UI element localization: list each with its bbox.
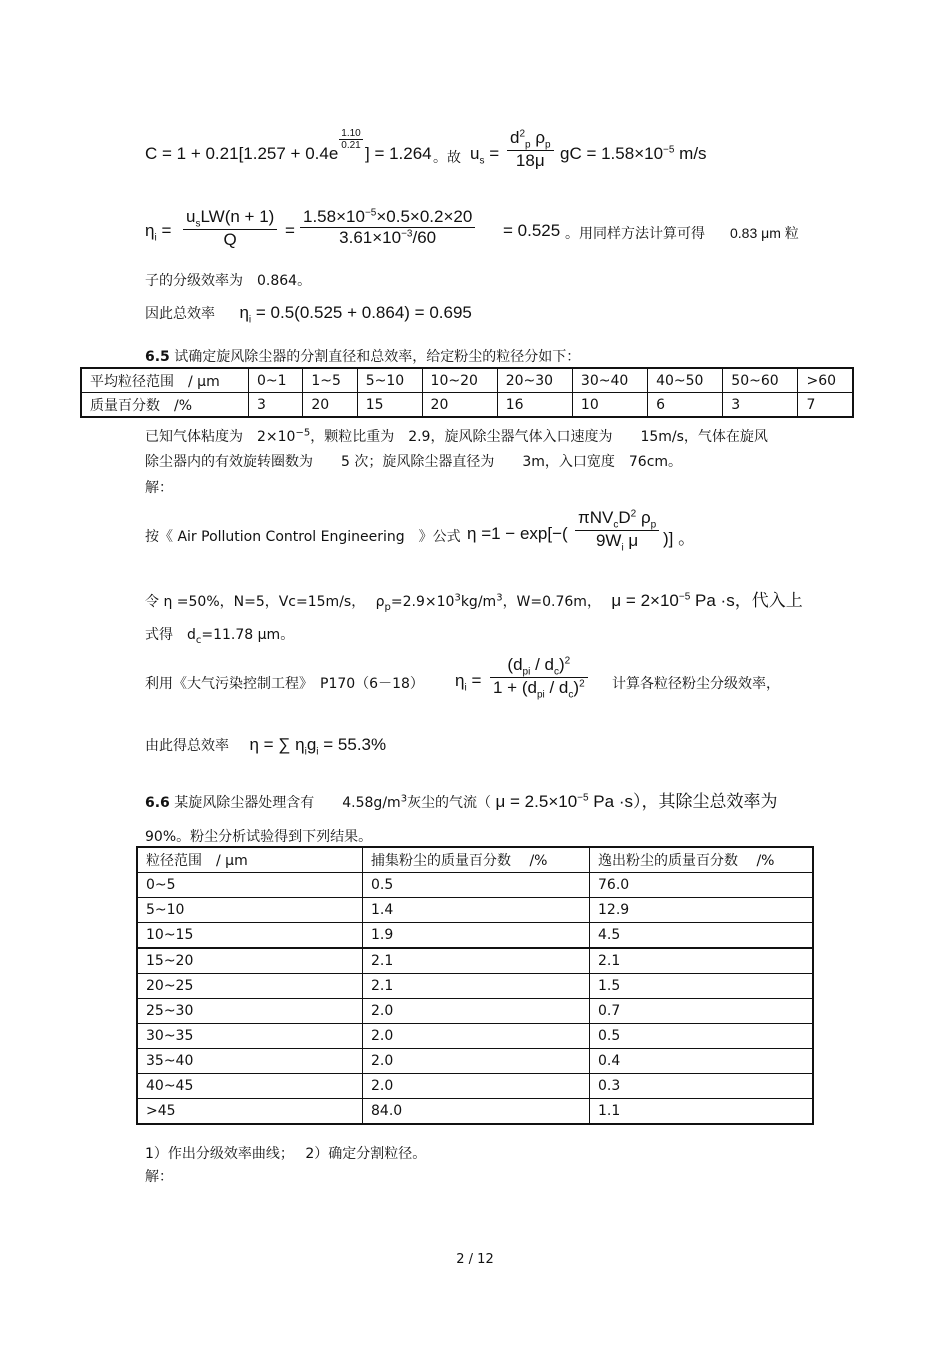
fractional-efficiency-fraction: $(d_{pi} / d_c)^2$ $1 + (d_{pi} / d_c)^2$: [490, 655, 588, 701]
table-particle-size-distribution: [80, 367, 854, 418]
table-row: [137, 1099, 813, 1125]
table-cell: 12.9: [590, 898, 814, 923]
table-cell: 7: [798, 393, 853, 418]
table-cell: 40~45: [137, 1074, 363, 1099]
table-cell: 0~5: [137, 873, 363, 898]
table-dust-analysis: [136, 846, 814, 1125]
lapple-fraction: $\pi NV_cD^2$ $\rho_p$ $9W_i$ μ: [575, 508, 659, 554]
table-cell: 捕集粉尘的质量百分数 /%: [363, 847, 590, 873]
eq1-exponent: 1.10 0.21: [339, 128, 363, 151]
table-cell: 质量百分数 /%: [81, 393, 249, 418]
formula-fractional-efficiency: 利用《大气污染控制工程》 P170（6－18） $\eta_i$ = $(d_{pi} / d_c)^2$ $1 + (d_{pi} / d_c)^2$ 计算各粒径粉尘分级效率，: [145, 655, 780, 701]
table-cell: 15~20: [137, 948, 363, 974]
table-cell: 0.4: [590, 1049, 814, 1074]
table-row: [137, 898, 813, 923]
table-cell: 76.0: [590, 873, 814, 898]
table-cell: 84.0: [363, 1099, 590, 1125]
table-cell: 5~10: [137, 898, 363, 923]
eq2-eta: $\eta_i$ =: [145, 221, 172, 244]
table-cell: 40~50: [648, 368, 723, 393]
table-cell: 1~5: [303, 368, 357, 393]
let-values: 令 η =50%，N=5，Vc=15m/s， $\rho_p=2.9\times 10^3kg/m^3$，W=0.76m， $\mu = 2\times 10^{-5}$ Pa ·s，代入上: [145, 591, 803, 613]
table-cell: 3: [723, 393, 798, 418]
table-row: [137, 948, 813, 974]
table-cell: 10~20: [422, 368, 497, 393]
table-cell: 20~30: [497, 368, 572, 393]
equation-efficiency: [145, 205, 825, 261]
table-cell: 20: [303, 393, 357, 418]
table-cell: 6: [648, 393, 723, 418]
table-cell: 2.1: [363, 948, 590, 974]
formula-lapple: 按《 Air Pollution Control Engineering 》公式 η =1 − exp[−( $\pi NV_cD^2$ $\rho_p$ $9W_i$ μ )] 。: [145, 508, 696, 554]
table-cell: 0.3: [590, 1074, 814, 1099]
table-cell: 1.4: [363, 898, 590, 923]
table-cell: 0~1: [249, 368, 303, 393]
table-cell: 4.5: [590, 923, 814, 949]
given-line-2: 除尘器内的有效旋转圈数为 5 次；旋风除尘器直径为 3m，入口宽度 76cm。: [145, 454, 683, 470]
table-cell: 逸出粉尘的质量百分数 /%: [590, 847, 814, 873]
table-cell: 粒径范围 / μm: [137, 847, 363, 873]
table-cell: >45: [137, 1099, 363, 1125]
eq2-fraction-1: $u_sLW(n + 1)$ Q: [183, 207, 277, 250]
section-6-5-title: 6.5 试确定旋风除尘器的分割直径和总效率，给定粉尘的粒径分如下：: [145, 349, 581, 365]
eq2-result: = 0.525: [503, 221, 561, 240]
table-cell: 35~40: [137, 1049, 363, 1074]
table-row: [137, 1049, 813, 1074]
table-row: [137, 999, 813, 1024]
result-dc: 式得 $d_c=11.78$ μm。: [145, 627, 295, 646]
eq1-tail: gC = $1.58\times 10^{-5}$ m/s: [560, 144, 707, 163]
table-cell: 2.0: [363, 999, 590, 1024]
table-cell: 2.0: [363, 1074, 590, 1099]
tasks: 1）作出分级效率曲线； 2）确定分割粒径。: [145, 1146, 427, 1162]
table-cell: 25~30: [137, 999, 363, 1024]
table-cell: 30~35: [137, 1024, 363, 1049]
table-row: [137, 1024, 813, 1049]
table-cell: >60: [798, 368, 853, 393]
table-row: [137, 923, 813, 949]
table-cell: 平均粒径范围 / μm: [81, 368, 249, 393]
table-cell: 3: [249, 393, 303, 418]
given-line-1: 已知气体粘度为 $2\times 10^{-5}$，颗粒比重为 2.9，旋风除尘器气体入口速度为 15m/s，气体在旋风: [145, 427, 768, 445]
eq1-stokes-fraction: $\frac{d^2_p \rho_p}{18\mu}$: [507, 128, 554, 171]
table-cell: 10: [572, 393, 647, 418]
table-cell: 0.5: [590, 1024, 814, 1049]
eq1-word: 。故: [433, 149, 461, 165]
table-row: [81, 393, 853, 418]
table-header-row: [81, 368, 853, 393]
table-cell: 2.1: [590, 948, 814, 974]
table-cell: 2.0: [363, 1024, 590, 1049]
table-cell: 10~15: [137, 923, 363, 949]
table-row: [137, 873, 813, 898]
solve-label-2: 解：: [145, 1169, 173, 1185]
eq2-fraction-2: $\frac{1.58\times 10^{-5}\times 0.5\times 0.2\times 20}{3.61\times 10^{-3}/60}$: [300, 207, 475, 248]
table-cell: 1.1: [590, 1099, 814, 1125]
table-cell: 0.7: [590, 999, 814, 1024]
table-cell: 15: [357, 393, 422, 418]
paragraph-efficiency: 子的分级效率为 0.864。: [145, 273, 312, 289]
table-row: [137, 974, 813, 999]
table-cell: 20~25: [137, 974, 363, 999]
total-efficiency: 由此得总效率 η = ∑ $\eta_ig_i = 55.3\%$: [145, 735, 387, 758]
eq2-equals: =: [285, 221, 295, 240]
table-cell: 5~10: [357, 368, 422, 393]
eq1-us: $u_s$ =: [470, 144, 500, 167]
eq2-text: 。用同样方法计算可得: [565, 225, 705, 241]
table-row: [137, 1074, 813, 1099]
eq1-rhs: ] = 1.264: [365, 144, 432, 163]
table-cell: 30~40: [572, 368, 647, 393]
table-cell: 1.5: [590, 974, 814, 999]
solve-label: 解：: [145, 480, 173, 496]
paragraph-total: 因此总效率 $\eta_i = 0.5(0.525 + 0.864) = 0.695$: [145, 303, 472, 326]
table-cell: 2.0: [363, 1049, 590, 1074]
table-header-row: [137, 847, 813, 873]
section-6-6-line2: 90%。粉尘分析试验得到下列结果。: [145, 829, 373, 845]
eq2-size: 0.83 μm 粒: [730, 225, 799, 241]
table-cell: 2.1: [363, 974, 590, 999]
table-cell: 20: [422, 393, 497, 418]
table-cell: 16: [497, 393, 572, 418]
table-cell: 50~60: [723, 368, 798, 393]
table-cell: 0.5: [363, 873, 590, 898]
table-cell: 1.9: [363, 923, 590, 949]
eq1-lhs: C = 1 + 0.21[1.257 + 0.4e: [145, 144, 339, 163]
section-6-6-title: 6.6 某旋风除尘器处理含有 $4.58g/m^3$灰尘的气流（ $\mu = 2.5\times 10^{-5}$ Pa ·s），其除尘总效率为: [145, 792, 778, 811]
page-number: 2 / 12: [456, 1252, 494, 1267]
